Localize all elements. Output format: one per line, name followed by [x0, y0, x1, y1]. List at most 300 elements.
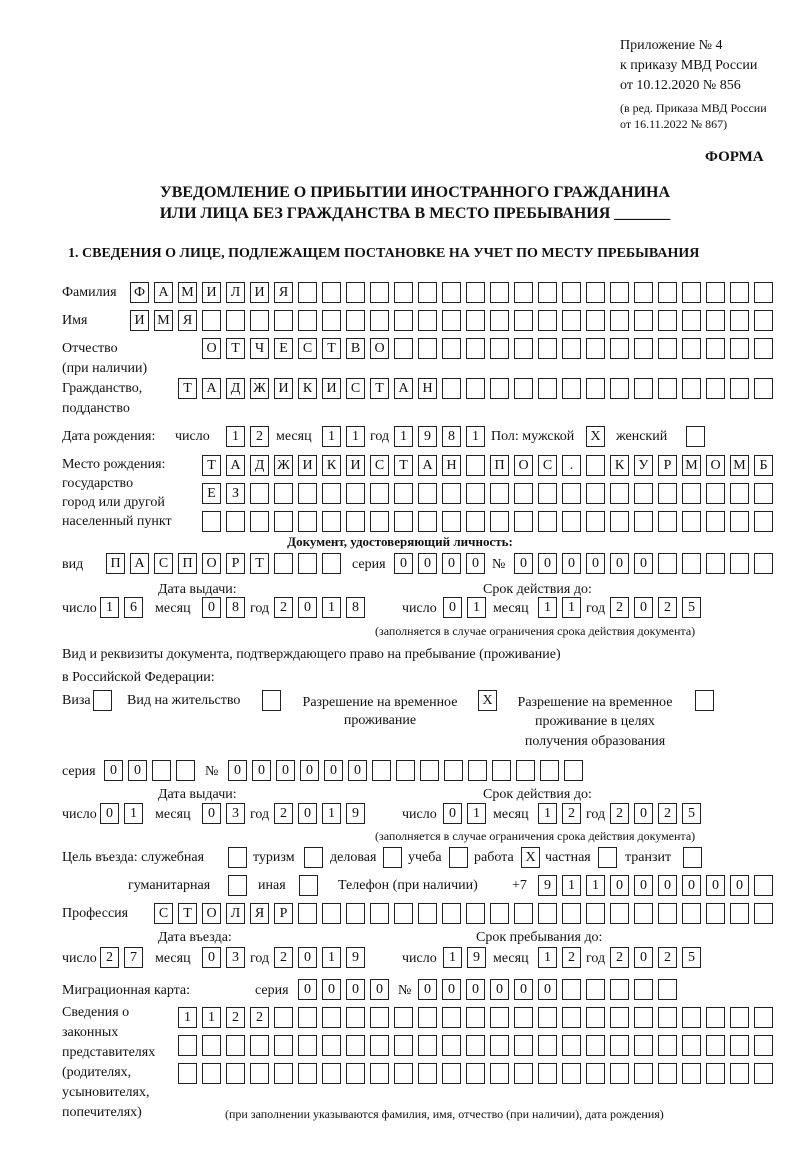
char-box-birth-place1[interactable]: Н: [442, 455, 461, 476]
char-box-rep2[interactable]: [562, 1035, 581, 1056]
char-box-profession[interactable]: [370, 903, 389, 924]
char-box-right-series[interactable]: 0: [104, 760, 123, 781]
char-box-surname[interactable]: [754, 282, 773, 303]
char-box-citizenship[interactable]: [490, 378, 509, 399]
char-box-name[interactable]: [442, 310, 461, 331]
char-box-name[interactable]: [706, 310, 725, 331]
char-box-name[interactable]: [682, 310, 701, 331]
char-box-doc-issue-year[interactable]: 0: [298, 597, 317, 618]
char-box-name[interactable]: [610, 310, 629, 331]
char-box-surname[interactable]: [418, 282, 437, 303]
char-box-rep2[interactable]: [610, 1035, 629, 1056]
char-box-doc-kind[interactable]: А: [130, 553, 149, 574]
char-box-rep1[interactable]: [754, 1007, 773, 1028]
char-box-birth-day[interactable]: 1: [226, 426, 245, 447]
char-box-citizenship[interactable]: [658, 378, 677, 399]
char-box-rep2[interactable]: [442, 1035, 461, 1056]
char-box-name[interactable]: [658, 310, 677, 331]
char-box-doc-issue-day[interactable]: 6: [124, 597, 143, 618]
char-box-doc-series[interactable]: 0: [418, 553, 437, 574]
char-box-mc-number[interactable]: 0: [514, 979, 533, 1000]
char-box-rep2[interactable]: [202, 1035, 221, 1056]
char-box-patronymic[interactable]: Е: [274, 338, 293, 359]
char-box-birth-place3[interactable]: [730, 511, 749, 532]
char-box-surname[interactable]: Л: [226, 282, 245, 303]
char-box-phone[interactable]: 0: [682, 875, 701, 896]
char-box-rep1[interactable]: [682, 1007, 701, 1028]
char-box-rep3[interactable]: [322, 1063, 341, 1084]
char-box-right-number[interactable]: [444, 760, 463, 781]
char-box-entry-day[interactable]: 7: [124, 947, 143, 968]
char-box-birth-place1[interactable]: .: [562, 455, 581, 476]
char-box-rep1[interactable]: [490, 1007, 509, 1028]
char-box-rep1[interactable]: [658, 1007, 677, 1028]
char-box-phone[interactable]: 0: [634, 875, 653, 896]
char-box-right-valid-month[interactable]: 2: [562, 803, 581, 824]
char-box-doc-number[interactable]: [706, 553, 725, 574]
char-box-citizenship[interactable]: А: [394, 378, 413, 399]
char-box-surname[interactable]: [562, 282, 581, 303]
char-box-birth-place1[interactable]: Ж: [274, 455, 293, 476]
char-box-doc-number[interactable]: 0: [538, 553, 557, 574]
char-box-citizenship[interactable]: [754, 378, 773, 399]
char-box-doc-kind[interactable]: [298, 553, 317, 574]
char-box-mc-number[interactable]: [610, 979, 629, 1000]
char-box-profession[interactable]: [514, 903, 533, 924]
char-box-rep2[interactable]: [634, 1035, 653, 1056]
char-box-rep3[interactable]: [298, 1063, 317, 1084]
char-box-name[interactable]: И: [130, 310, 149, 331]
char-box-rep1[interactable]: [370, 1007, 389, 1028]
char-box-profession[interactable]: [730, 903, 749, 924]
char-box-stay-month[interactable]: 1: [538, 947, 557, 968]
char-box-doc-kind[interactable]: Р: [226, 553, 245, 574]
char-box-surname[interactable]: Ф: [130, 282, 149, 303]
char-box-name[interactable]: [466, 310, 485, 331]
char-box-rep3[interactable]: [394, 1063, 413, 1084]
char-box-right-issue-year[interactable]: 1: [322, 803, 341, 824]
char-box-doc-issue-year[interactable]: 1: [322, 597, 341, 618]
char-box-citizenship[interactable]: А: [202, 378, 221, 399]
char-box-birth-place2[interactable]: [610, 483, 629, 504]
char-box-doc-number[interactable]: 0: [634, 553, 653, 574]
char-box-doc-issue-year[interactable]: 2: [274, 597, 293, 618]
char-box-profession[interactable]: [418, 903, 437, 924]
char-box-doc-series[interactable]: 0: [394, 553, 413, 574]
char-box-birth-year[interactable]: 9: [418, 426, 437, 447]
char-box-birth-place2[interactable]: [394, 483, 413, 504]
char-box-phone[interactable]: 0: [658, 875, 677, 896]
char-box-right-number[interactable]: [468, 760, 487, 781]
char-box-rep1[interactable]: 2: [250, 1007, 269, 1028]
char-box-birth-place1[interactable]: И: [346, 455, 365, 476]
char-box-doc-issue-month[interactable]: 0: [202, 597, 221, 618]
char-box-birth-place1[interactable]: С: [538, 455, 557, 476]
char-box-rep2[interactable]: [298, 1035, 317, 1056]
char-box-birth-place2[interactable]: Е: [202, 483, 221, 504]
char-box-right-number[interactable]: [372, 760, 391, 781]
char-box-mc-number[interactable]: 0: [538, 979, 557, 1000]
char-box-rep1[interactable]: [418, 1007, 437, 1028]
char-box-rep2[interactable]: [466, 1035, 485, 1056]
char-box-birth-day[interactable]: 2: [250, 426, 269, 447]
char-box-mc-series[interactable]: 0: [346, 979, 365, 1000]
char-box-patronymic[interactable]: [394, 338, 413, 359]
char-box-birth-place2[interactable]: [730, 483, 749, 504]
char-box-birth-place3[interactable]: [706, 511, 725, 532]
char-box-phone[interactable]: 0: [610, 875, 629, 896]
char-box-birth-place3[interactable]: [370, 511, 389, 532]
char-box-doc-valid-day[interactable]: 0: [443, 597, 462, 618]
char-box-profession[interactable]: Я: [250, 903, 269, 924]
char-box-doc-valid-month[interactable]: 1: [562, 597, 581, 618]
char-box-doc-kind[interactable]: [274, 553, 293, 574]
char-box-right-valid-day[interactable]: 0: [443, 803, 462, 824]
char-box-citizenship[interactable]: Д: [226, 378, 245, 399]
char-box-rep3[interactable]: [706, 1063, 725, 1084]
char-box-rep2[interactable]: [394, 1035, 413, 1056]
char-box-right-number[interactable]: [516, 760, 535, 781]
char-box-birth-year[interactable]: 8: [442, 426, 461, 447]
char-box-rep2[interactable]: [682, 1035, 701, 1056]
char-box-doc-kind[interactable]: П: [106, 553, 125, 574]
char-box-birth-place3[interactable]: [634, 511, 653, 532]
checkbox-purpose-official[interactable]: [228, 847, 247, 868]
char-box-rep2[interactable]: [322, 1035, 341, 1056]
char-box-surname[interactable]: И: [250, 282, 269, 303]
char-box-profession[interactable]: [346, 903, 365, 924]
char-box-rep3[interactable]: [730, 1063, 749, 1084]
char-box-right-number[interactable]: 0: [252, 760, 271, 781]
char-box-right-issue-year[interactable]: 9: [346, 803, 365, 824]
char-box-birth-place3[interactable]: [490, 511, 509, 532]
char-box-profession[interactable]: [658, 903, 677, 924]
char-box-mc-series[interactable]: 0: [322, 979, 341, 1000]
char-box-birth-place1[interactable]: С: [370, 455, 389, 476]
char-box-birth-place3[interactable]: [298, 511, 317, 532]
char-box-doc-number[interactable]: [730, 553, 749, 574]
char-box-rep3[interactable]: [586, 1063, 605, 1084]
char-box-birth-place3[interactable]: [202, 511, 221, 532]
char-box-profession[interactable]: [322, 903, 341, 924]
char-box-birth-place1[interactable]: [586, 455, 605, 476]
char-box-stay-year[interactable]: 2: [610, 947, 629, 968]
char-box-right-issue-year[interactable]: 2: [274, 803, 293, 824]
char-box-doc-valid-year[interactable]: 2: [658, 597, 677, 618]
char-box-profession[interactable]: [634, 903, 653, 924]
checkbox-sex-female[interactable]: [686, 426, 705, 447]
char-box-rep1[interactable]: [514, 1007, 533, 1028]
char-box-citizenship[interactable]: [610, 378, 629, 399]
char-box-birth-year[interactable]: 1: [466, 426, 485, 447]
char-box-name[interactable]: [418, 310, 437, 331]
checkbox-purpose-business[interactable]: [383, 847, 402, 868]
char-box-surname[interactable]: [298, 282, 317, 303]
char-box-profession[interactable]: [538, 903, 557, 924]
char-box-profession[interactable]: [706, 903, 725, 924]
checkbox-purpose-transit[interactable]: [683, 847, 702, 868]
char-box-right-number[interactable]: 0: [300, 760, 319, 781]
char-box-citizenship[interactable]: [466, 378, 485, 399]
char-box-name[interactable]: [538, 310, 557, 331]
char-box-rep1[interactable]: [442, 1007, 461, 1028]
char-box-stay-day[interactable]: 9: [467, 947, 486, 968]
char-box-doc-number[interactable]: 0: [610, 553, 629, 574]
char-box-doc-number[interactable]: 0: [586, 553, 605, 574]
char-box-doc-issue-month[interactable]: 8: [226, 597, 245, 618]
char-box-birth-place1[interactable]: Т: [394, 455, 413, 476]
char-box-birth-place2[interactable]: [634, 483, 653, 504]
char-box-name[interactable]: [298, 310, 317, 331]
char-box-rep3[interactable]: [610, 1063, 629, 1084]
char-box-right-valid-month[interactable]: 1: [538, 803, 557, 824]
char-box-doc-kind[interactable]: П: [178, 553, 197, 574]
char-box-patronymic[interactable]: [610, 338, 629, 359]
char-box-citizenship[interactable]: И: [274, 378, 293, 399]
char-box-rep3[interactable]: [346, 1063, 365, 1084]
char-box-name[interactable]: [322, 310, 341, 331]
char-box-birth-place2[interactable]: З: [226, 483, 245, 504]
char-box-entry-year[interactable]: 9: [346, 947, 365, 968]
char-box-birth-place3[interactable]: [586, 511, 605, 532]
char-box-patronymic[interactable]: [706, 338, 725, 359]
char-box-rep1[interactable]: [394, 1007, 413, 1028]
char-box-mc-number[interactable]: [586, 979, 605, 1000]
char-box-profession[interactable]: О: [202, 903, 221, 924]
char-box-right-valid-year[interactable]: 2: [610, 803, 629, 824]
char-box-profession[interactable]: [586, 903, 605, 924]
char-box-surname[interactable]: [442, 282, 461, 303]
char-box-rep2[interactable]: [586, 1035, 605, 1056]
char-box-stay-year[interactable]: 2: [658, 947, 677, 968]
char-box-surname[interactable]: [370, 282, 389, 303]
char-box-profession[interactable]: [490, 903, 509, 924]
char-box-right-series[interactable]: [176, 760, 195, 781]
char-box-profession[interactable]: [466, 903, 485, 924]
char-box-doc-valid-day[interactable]: 1: [467, 597, 486, 618]
char-box-rep3[interactable]: [754, 1063, 773, 1084]
char-box-patronymic[interactable]: [490, 338, 509, 359]
char-box-birth-place3[interactable]: [682, 511, 701, 532]
char-box-birth-place1[interactable]: М: [730, 455, 749, 476]
char-box-doc-valid-year[interactable]: 2: [610, 597, 629, 618]
char-box-phone[interactable]: 0: [730, 875, 749, 896]
char-box-citizenship[interactable]: Н: [418, 378, 437, 399]
char-box-birth-place3[interactable]: [226, 511, 245, 532]
checkbox-visa[interactable]: [93, 690, 112, 711]
char-box-phone[interactable]: 0: [706, 875, 725, 896]
char-box-entry-month[interactable]: 3: [226, 947, 245, 968]
char-box-birth-place2[interactable]: [586, 483, 605, 504]
char-box-name[interactable]: [202, 310, 221, 331]
char-box-rep3[interactable]: [682, 1063, 701, 1084]
char-box-birth-place1[interactable]: [466, 455, 485, 476]
char-box-phone[interactable]: 1: [586, 875, 605, 896]
char-box-rep1[interactable]: [706, 1007, 725, 1028]
char-box-mc-number[interactable]: 0: [442, 979, 461, 1000]
char-box-patronymic[interactable]: В: [346, 338, 365, 359]
char-box-profession[interactable]: [682, 903, 701, 924]
char-box-surname[interactable]: [514, 282, 533, 303]
char-box-rep1[interactable]: [634, 1007, 653, 1028]
char-box-birth-place3[interactable]: [514, 511, 533, 532]
char-box-citizenship[interactable]: К: [298, 378, 317, 399]
char-box-stay-month[interactable]: 2: [562, 947, 581, 968]
char-box-birth-place2[interactable]: [322, 483, 341, 504]
char-box-rep3[interactable]: [490, 1063, 509, 1084]
char-box-birth-place1[interactable]: О: [706, 455, 725, 476]
char-box-right-number[interactable]: [492, 760, 511, 781]
char-box-citizenship[interactable]: [514, 378, 533, 399]
checkbox-purpose-private[interactable]: [598, 847, 617, 868]
char-box-surname[interactable]: А: [154, 282, 173, 303]
char-box-profession[interactable]: [562, 903, 581, 924]
char-box-rep3[interactable]: [562, 1063, 581, 1084]
char-box-rep2[interactable]: [658, 1035, 677, 1056]
char-box-citizenship[interactable]: [562, 378, 581, 399]
char-box-profession[interactable]: [298, 903, 317, 924]
char-box-name[interactable]: [346, 310, 365, 331]
char-box-birth-place2[interactable]: [682, 483, 701, 504]
char-box-right-number[interactable]: 0: [324, 760, 343, 781]
char-box-rep2[interactable]: [346, 1035, 365, 1056]
char-box-rep2[interactable]: [418, 1035, 437, 1056]
char-box-entry-year[interactable]: 1: [322, 947, 341, 968]
char-box-patronymic[interactable]: [730, 338, 749, 359]
char-box-citizenship[interactable]: [586, 378, 605, 399]
char-box-doc-kind[interactable]: [322, 553, 341, 574]
char-box-right-number[interactable]: [396, 760, 415, 781]
char-box-rep1[interactable]: [298, 1007, 317, 1028]
char-box-citizenship[interactable]: [682, 378, 701, 399]
char-box-surname[interactable]: [466, 282, 485, 303]
char-box-patronymic[interactable]: [538, 338, 557, 359]
char-box-surname[interactable]: [682, 282, 701, 303]
char-box-right-series[interactable]: 0: [128, 760, 147, 781]
char-box-surname[interactable]: [610, 282, 629, 303]
char-box-surname[interactable]: [634, 282, 653, 303]
char-box-doc-number[interactable]: 0: [562, 553, 581, 574]
char-box-right-series[interactable]: [152, 760, 171, 781]
char-box-surname[interactable]: [586, 282, 605, 303]
char-box-birth-place2[interactable]: [370, 483, 389, 504]
char-box-right-issue-year[interactable]: 0: [298, 803, 317, 824]
char-box-name[interactable]: М: [154, 310, 173, 331]
char-box-rep2[interactable]: [538, 1035, 557, 1056]
char-box-birth-month[interactable]: 1: [322, 426, 341, 447]
char-box-right-number[interactable]: [540, 760, 559, 781]
checkbox-purpose-work[interactable]: X: [521, 847, 540, 868]
char-box-right-number[interactable]: [564, 760, 583, 781]
char-box-birth-place3[interactable]: [250, 511, 269, 532]
char-box-surname[interactable]: И: [202, 282, 221, 303]
char-box-rep1[interactable]: [610, 1007, 629, 1028]
char-box-patronymic[interactable]: Т: [322, 338, 341, 359]
char-box-rep1[interactable]: [538, 1007, 557, 1028]
char-box-birth-place3[interactable]: [274, 511, 293, 532]
char-box-birth-month[interactable]: 1: [346, 426, 365, 447]
char-box-rep1[interactable]: [322, 1007, 341, 1028]
char-box-rep3[interactable]: [274, 1063, 293, 1084]
char-box-birth-place3[interactable]: [466, 511, 485, 532]
char-box-birth-place2[interactable]: [250, 483, 269, 504]
char-box-doc-kind[interactable]: О: [202, 553, 221, 574]
char-box-name[interactable]: [562, 310, 581, 331]
char-box-phone[interactable]: 9: [538, 875, 557, 896]
char-box-right-valid-year[interactable]: 5: [682, 803, 701, 824]
char-box-birth-place1[interactable]: К: [322, 455, 341, 476]
char-box-stay-year[interactable]: 0: [634, 947, 653, 968]
char-box-surname[interactable]: [490, 282, 509, 303]
char-box-rep3[interactable]: [250, 1063, 269, 1084]
char-box-citizenship[interactable]: Ж: [250, 378, 269, 399]
char-box-birth-place3[interactable]: [346, 511, 365, 532]
char-box-birth-place1[interactable]: Р: [658, 455, 677, 476]
char-box-birth-place1[interactable]: М: [682, 455, 701, 476]
char-box-citizenship[interactable]: [706, 378, 725, 399]
char-box-patronymic[interactable]: О: [202, 338, 221, 359]
checkbox-residence-permit[interactable]: [262, 690, 281, 711]
char-box-rep3[interactable]: [538, 1063, 557, 1084]
char-box-patronymic[interactable]: Т: [226, 338, 245, 359]
char-box-surname[interactable]: [394, 282, 413, 303]
char-box-surname[interactable]: [658, 282, 677, 303]
char-box-doc-series[interactable]: 0: [442, 553, 461, 574]
char-box-doc-valid-month[interactable]: 1: [538, 597, 557, 618]
char-box-citizenship[interactable]: [634, 378, 653, 399]
char-box-profession[interactable]: [754, 903, 773, 924]
char-box-birth-place1[interactable]: П: [490, 455, 509, 476]
char-box-patronymic[interactable]: [442, 338, 461, 359]
char-box-name[interactable]: [250, 310, 269, 331]
char-box-phone[interactable]: 1: [562, 875, 581, 896]
char-box-name[interactable]: [586, 310, 605, 331]
char-box-patronymic[interactable]: [418, 338, 437, 359]
char-box-citizenship[interactable]: [442, 378, 461, 399]
char-box-entry-year[interactable]: 2: [274, 947, 293, 968]
char-box-rep1[interactable]: 1: [202, 1007, 221, 1028]
char-box-birth-place2[interactable]: [490, 483, 509, 504]
char-box-citizenship[interactable]: Т: [178, 378, 197, 399]
char-box-doc-valid-year[interactable]: 0: [634, 597, 653, 618]
char-box-rep1[interactable]: [466, 1007, 485, 1028]
char-box-patronymic[interactable]: [562, 338, 581, 359]
char-box-rep2[interactable]: [370, 1035, 389, 1056]
char-box-surname[interactable]: [322, 282, 341, 303]
char-box-rep3[interactable]: [202, 1063, 221, 1084]
char-box-birth-place2[interactable]: [346, 483, 365, 504]
char-box-mc-number[interactable]: 0: [490, 979, 509, 1000]
char-box-birth-year[interactable]: 1: [394, 426, 413, 447]
char-box-surname[interactable]: Я: [274, 282, 293, 303]
char-box-patronymic[interactable]: О: [370, 338, 389, 359]
char-box-birth-place3[interactable]: [442, 511, 461, 532]
checkbox-purpose-study[interactable]: [449, 847, 468, 868]
char-box-rep1[interactable]: [586, 1007, 605, 1028]
char-box-mc-series[interactable]: 0: [298, 979, 317, 1000]
checkbox-sex-male[interactable]: X: [586, 426, 605, 447]
char-box-surname[interactable]: [538, 282, 557, 303]
char-box-patronymic[interactable]: [586, 338, 605, 359]
char-box-doc-number[interactable]: [754, 553, 773, 574]
char-box-birth-place3[interactable]: [538, 511, 557, 532]
char-box-name[interactable]: [370, 310, 389, 331]
char-box-name[interactable]: [394, 310, 413, 331]
char-box-right-valid-year[interactable]: 2: [658, 803, 677, 824]
char-box-rep1[interactable]: [730, 1007, 749, 1028]
char-box-birth-place1[interactable]: О: [514, 455, 533, 476]
char-box-rep3[interactable]: [658, 1063, 677, 1084]
